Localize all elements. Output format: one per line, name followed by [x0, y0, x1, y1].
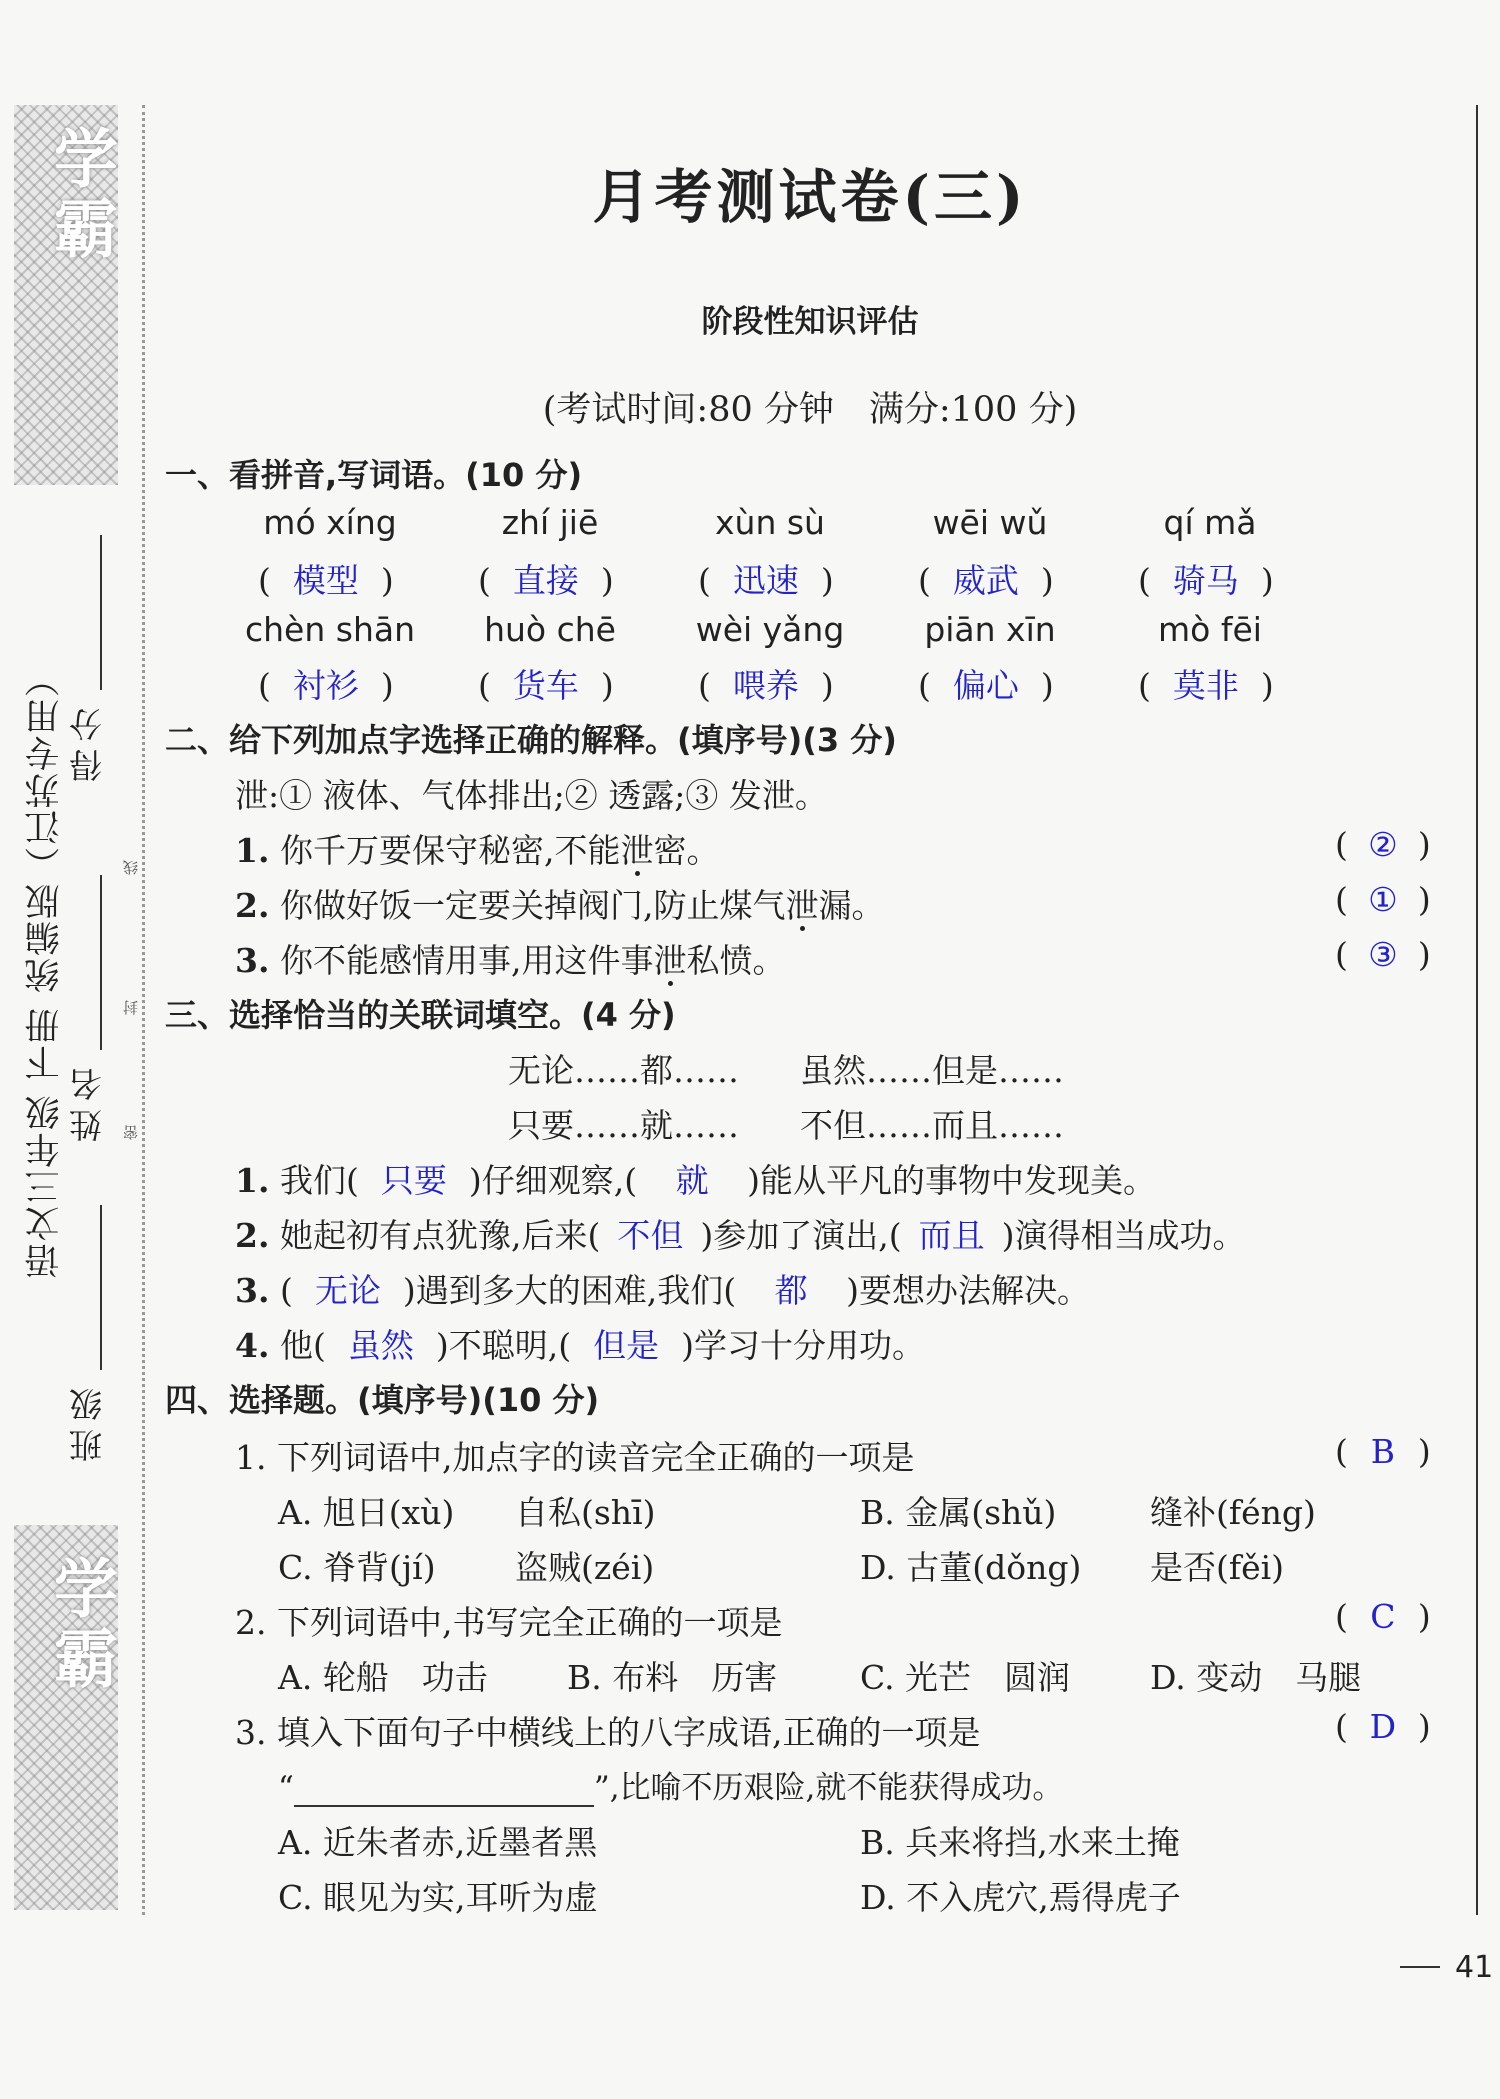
answer-text[interactable]: 衬衫 — [292, 666, 359, 705]
question-number: 1. — [235, 1161, 270, 1200]
question-text: 你不能感情用事,用这件事 — [279, 941, 654, 980]
question-text: )要想办法解决。 — [846, 1271, 1090, 1310]
question-text: )遇到多大的困难,我们( — [402, 1271, 737, 1310]
question-number: 2. — [235, 886, 270, 925]
question-text: ( — [279, 1271, 293, 1310]
question-text: 漏。 — [818, 886, 885, 925]
dotted-char: 泄 — [653, 941, 687, 980]
answer-text[interactable]: 无论 — [314, 1271, 381, 1310]
option-d-word2: 是否(fěi) — [1150, 1548, 1285, 1587]
pinyin: zhí jiē — [501, 503, 599, 542]
definition-line: 泄:① 液体、气体排出;② 透露;③ 发泄。 — [235, 776, 828, 815]
answer-box: ( 偏心 ) — [918, 660, 1054, 707]
option-b[interactable]: B. 布料 历害 — [567, 1658, 778, 1697]
question-stem: 3. 填入下面句子中横线上的八字成语,正确的一项是 — [235, 1713, 981, 1752]
question-text: )学习十分用功。 — [681, 1326, 925, 1365]
question-text: )能从平凡的事物中发现美。 — [747, 1161, 1156, 1200]
question-number: 2. — [235, 1216, 270, 1255]
conjunction-option: 无论……都…… — [508, 1051, 739, 1090]
question-text: )参加了演出,( — [700, 1216, 902, 1255]
answer-text[interactable]: 喂养 — [732, 666, 799, 705]
answer-text[interactable]: 迅速 — [732, 561, 799, 600]
conjunction-option: 虽然……但是…… — [800, 1051, 1064, 1090]
answer-box: ( 骑马 ) — [1138, 555, 1274, 602]
answer-text[interactable]: B — [1370, 1432, 1395, 1471]
answer-text[interactable]: 但是 — [593, 1326, 660, 1365]
pinyin: huò chē — [484, 610, 616, 649]
option-a[interactable]: A. 轮船 功击 — [278, 1658, 488, 1697]
answer-box: ( 直接 ) — [478, 555, 614, 602]
cut-line — [142, 105, 145, 1915]
answer-text[interactable]: 都 — [774, 1271, 808, 1310]
option-c[interactable]: C. 眼见为实,耳听为虚 — [278, 1878, 598, 1917]
page-subtitle: 阶段性知识评估 — [701, 304, 919, 340]
option-b-word2: 缝补(féng) — [1150, 1493, 1316, 1532]
answer-text[interactable]: 货车 — [512, 666, 579, 705]
answer-text[interactable]: 威武 — [952, 561, 1019, 600]
answer-text[interactable]: ③ — [1368, 935, 1398, 974]
seal-mark-feng: 封 — [122, 1000, 140, 1015]
question-number: 1. — [235, 831, 270, 870]
question-line — [235, 880, 884, 927]
question-number: 3. — [235, 941, 270, 980]
class-line[interactable] — [100, 1205, 102, 1370]
pinyin: wēi wǔ — [932, 503, 1048, 542]
question-text: 密。 — [653, 831, 720, 870]
question-line — [235, 1155, 1156, 1202]
option-a-word2: 自私(shī) — [515, 1493, 656, 1532]
score-line[interactable] — [100, 535, 102, 690]
page-dash — [1400, 1966, 1440, 1968]
dotted-char: 泄 — [785, 886, 819, 925]
pinyin: qí mǎ — [1163, 503, 1257, 542]
section-3-heading: 三、选择恰当的关联词填空。(4 分) — [165, 996, 676, 1034]
seal-mark-mi: 密 — [122, 1125, 140, 1140]
option-a[interactable]: A. 近朱者赤,近墨者黑 — [278, 1823, 598, 1862]
question-line — [235, 1210, 1245, 1257]
name-label: 姓名 — [68, 1060, 107, 1142]
pinyin: piān xīn — [924, 610, 1056, 649]
page-number: 41 — [1455, 1950, 1494, 1985]
sidebar-pattern-bottom — [14, 1525, 118, 1910]
seal-mark-xian: 线 — [122, 860, 140, 875]
answer-text[interactable]: ② — [1368, 825, 1398, 864]
option-d[interactable]: D. 变动 马腿 — [1150, 1658, 1362, 1697]
answer-text[interactable]: 虽然 — [347, 1326, 414, 1365]
option-a[interactable]: A. 旭日(xù) — [278, 1493, 455, 1532]
answer-text[interactable]: 骑马 — [1172, 561, 1239, 600]
answer-text[interactable]: 直接 — [512, 561, 579, 600]
pinyin: mó xíng — [263, 503, 397, 542]
answer-box: ( 货车 ) — [478, 660, 614, 707]
series-logo-top: 学霸 — [43, 125, 118, 265]
question-stem: 2. 下列词语中,书写完全正确的一项是 — [235, 1603, 783, 1642]
answer-text[interactable]: 只要 — [380, 1161, 447, 1200]
fill-blank[interactable] — [294, 1777, 594, 1807]
score-label: 得分 — [68, 700, 107, 782]
answer-text[interactable]: 不但 — [617, 1216, 684, 1255]
question-line — [235, 1320, 925, 1367]
answer-box: ( C ) — [1335, 1597, 1431, 1636]
conjunction-option: 只要……就…… — [508, 1106, 739, 1145]
right-margin-rule — [1476, 105, 1478, 1915]
answer-text[interactable]: D — [1369, 1707, 1397, 1746]
answer-box: ( B ) — [1335, 1432, 1431, 1471]
section-1-heading: 一、看拼音,写词语。(10 分) — [165, 456, 583, 494]
answer-text[interactable]: 偏心 — [952, 666, 1019, 705]
option-d[interactable]: D. 不入虎穴,焉得虎子 — [860, 1878, 1181, 1917]
option-d[interactable]: D. 古董(dǒng) — [860, 1548, 1082, 1587]
answer-box: ( 衬衫 ) — [258, 660, 394, 707]
question-text: 你做好饭一定要关掉阀门,防止煤气 — [279, 886, 786, 925]
answer-text[interactable]: ① — [1368, 880, 1398, 919]
answer-text[interactable]: C — [1370, 1597, 1396, 1636]
dotted-char: 泄 — [620, 831, 654, 870]
series-logo-bottom: 学霸 — [43, 1555, 118, 1695]
answer-text[interactable]: 模型 — [292, 561, 359, 600]
question-line — [235, 935, 785, 982]
answer-box: ( 迅速 ) — [698, 555, 834, 602]
question-number: 4. — [235, 1326, 270, 1365]
option-c-word2: 盗贼(zéi) — [515, 1548, 655, 1587]
question-line — [235, 1265, 1090, 1312]
quote-mark: “ — [278, 1770, 294, 1806]
question-line — [235, 825, 719, 872]
question-number: 3. — [235, 1271, 270, 1310]
question-text: )仔细观察,( — [468, 1161, 638, 1200]
option-b[interactable]: B. 金属(shǔ) — [860, 1493, 1057, 1532]
answer-box: ( ① ) — [1335, 880, 1431, 919]
question-text: 她起初有点犹豫,后来( — [279, 1216, 601, 1255]
section-4-heading: 四、选择题。(填序号)(10 分) — [165, 1381, 600, 1419]
question-text: )演得相当成功。 — [1001, 1216, 1246, 1255]
book-info: 语文三年级 下册 统编版（江苏专用） — [25, 660, 65, 1279]
question-stem: 1. 下列词语中,加点字的读音完全正确的一项是 — [235, 1438, 915, 1477]
pinyin: chèn shān — [244, 610, 415, 649]
option-c[interactable]: C. 光芒 圆润 — [860, 1658, 1071, 1697]
exam-info: (考试时间:80 分钟 满分:100 分) — [542, 390, 1078, 430]
answer-box: ( D ) — [1335, 1707, 1431, 1746]
class-label: 班级 — [68, 1380, 107, 1462]
question-text: 私愤。 — [686, 941, 786, 980]
answer-box: ( 莫非 ) — [1138, 660, 1274, 707]
option-b[interactable]: B. 兵来将挡,水来土掩 — [860, 1823, 1180, 1862]
question-text: 你千万要保守秘密,不能 — [279, 831, 621, 870]
sentence-text: ”,比喻不历艰险,就不能获得成功。 — [593, 1770, 1064, 1806]
answer-box: ( 喂养 ) — [698, 660, 834, 707]
fill-sentence — [278, 1762, 1063, 1807]
answer-box: ( ② ) — [1335, 825, 1431, 864]
question-text: 他( — [279, 1326, 326, 1365]
section-2-heading: 二、给下列加点字选择正确的解释。(填序号)(3 分) — [165, 721, 897, 759]
answer-box: ( ③ ) — [1335, 935, 1431, 974]
conjunction-option: 不但……而且…… — [800, 1106, 1064, 1145]
page-title: 月考测试卷(三) — [592, 163, 1028, 231]
question-text: 我们( — [279, 1161, 359, 1200]
answer-text[interactable]: 莫非 — [1172, 666, 1239, 705]
pinyin: wèi yǎng — [695, 610, 845, 649]
option-c[interactable]: C. 脊背(jí) — [278, 1548, 436, 1587]
answer-box: ( 威武 ) — [918, 555, 1054, 602]
name-line[interactable] — [100, 875, 102, 1050]
question-text: )不聪明,( — [435, 1326, 572, 1365]
answer-box: ( 模型 ) — [258, 555, 394, 602]
pinyin: xùn sù — [715, 503, 825, 542]
answer-text[interactable]: 就 — [675, 1161, 709, 1200]
pinyin: mò fēi — [1158, 610, 1262, 649]
answer-text[interactable]: 而且 — [918, 1216, 985, 1255]
